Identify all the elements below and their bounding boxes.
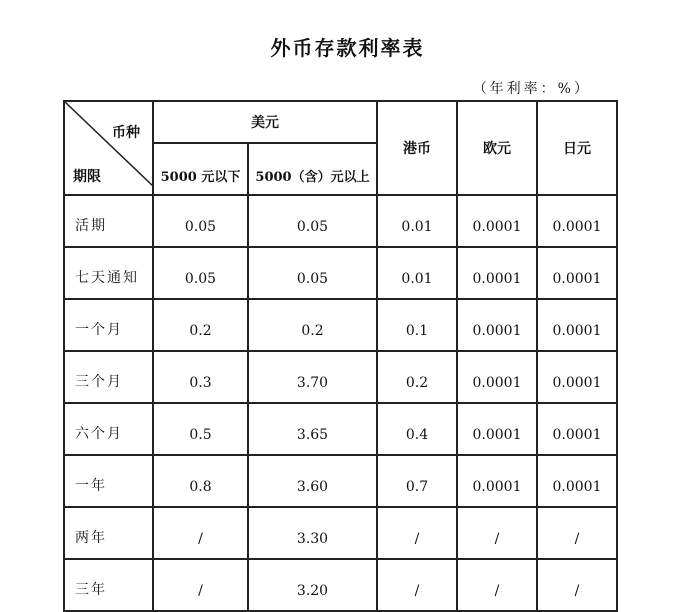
hkd-cell: 0.4 bbox=[377, 403, 457, 455]
eur-cell: 0.0001 bbox=[457, 403, 537, 455]
corner-label-currency: 币种 bbox=[112, 125, 140, 141]
term-cell: 两年 bbox=[64, 507, 153, 559]
eur-cell: / bbox=[457, 507, 537, 559]
eur-cell: 0.0001 bbox=[457, 351, 537, 403]
term-cell: 七天通知 bbox=[64, 247, 153, 299]
usd-lt5000-cell: 0.5 bbox=[153, 403, 248, 455]
usd-ge5000-cell: 0.05 bbox=[248, 247, 377, 299]
table-row bbox=[64, 195, 617, 247]
hkd-cell: 0.1 bbox=[377, 299, 457, 351]
table-row bbox=[64, 507, 617, 559]
term-cell: 三年 bbox=[64, 559, 153, 611]
jpy-cell: / bbox=[537, 559, 617, 611]
usd-lt5000-cell: / bbox=[153, 559, 248, 611]
usd-ge5000-cell: 3.20 bbox=[248, 559, 377, 611]
usd-ge5000-cell: 0.2 bbox=[248, 299, 377, 351]
corner-label-term: 期限 bbox=[73, 169, 101, 185]
eur-cell: 0.0001 bbox=[457, 195, 537, 247]
hkd-cell: / bbox=[377, 559, 457, 611]
term-cell: 活期 bbox=[64, 195, 153, 247]
usd-lt5000-cell: 0.05 bbox=[153, 247, 248, 299]
usd-lt5000-cell: 0.05 bbox=[153, 195, 248, 247]
usd-ge5000-cell: 0.05 bbox=[248, 195, 377, 247]
table-row bbox=[64, 299, 617, 351]
usd-ge5000-cell: 3.65 bbox=[248, 403, 377, 455]
header-corner-cell bbox=[64, 101, 153, 195]
table-row bbox=[64, 559, 617, 611]
eur-cell: 0.0001 bbox=[457, 247, 537, 299]
eur-cell: 0.0001 bbox=[457, 299, 537, 351]
jpy-cell: 0.0001 bbox=[537, 247, 617, 299]
rate-table bbox=[63, 100, 618, 612]
jpy-cell: 0.0001 bbox=[537, 195, 617, 247]
header-eur: 欧元 bbox=[457, 101, 537, 195]
jpy-cell: 0.0001 bbox=[537, 299, 617, 351]
usd-ge5000-cell: 3.70 bbox=[248, 351, 377, 403]
table-row bbox=[64, 351, 617, 403]
page-title: 外币存款利率表 bbox=[270, 36, 425, 60]
header-usd: 美元 bbox=[153, 101, 377, 143]
header-usd-below-5000: 5000 元以下 bbox=[153, 143, 248, 195]
jpy-cell: 0.0001 bbox=[537, 455, 617, 507]
table-row bbox=[64, 247, 617, 299]
term-cell: 三个月 bbox=[64, 351, 153, 403]
usd-lt5000-cell: 0.2 bbox=[153, 299, 248, 351]
jpy-cell: 0.0001 bbox=[537, 403, 617, 455]
header-usd-5000-and-above: 5000（含）元以上 bbox=[248, 143, 377, 195]
unit-note: （年利率：%） bbox=[472, 81, 591, 97]
eur-cell: / bbox=[457, 559, 537, 611]
term-cell: 一个月 bbox=[64, 299, 153, 351]
jpy-cell: / bbox=[537, 507, 617, 559]
jpy-cell: 0.0001 bbox=[537, 351, 617, 403]
term-cell: 六个月 bbox=[64, 403, 153, 455]
eur-cell: 0.0001 bbox=[457, 455, 537, 507]
table-row bbox=[64, 455, 617, 507]
hkd-cell: 0.01 bbox=[377, 247, 457, 299]
usd-ge5000-cell: 3.30 bbox=[248, 507, 377, 559]
usd-lt5000-cell: 0.8 bbox=[153, 455, 248, 507]
hkd-cell: / bbox=[377, 507, 457, 559]
usd-ge5000-cell: 3.60 bbox=[248, 455, 377, 507]
table-row bbox=[64, 403, 617, 455]
header-jpy: 日元 bbox=[537, 101, 617, 195]
hkd-cell: 0.2 bbox=[377, 351, 457, 403]
usd-lt5000-cell: 0.3 bbox=[153, 351, 248, 403]
term-cell: 一年 bbox=[64, 455, 153, 507]
header-hkd: 港币 bbox=[377, 101, 457, 195]
usd-lt5000-cell: / bbox=[153, 507, 248, 559]
hkd-cell: 0.7 bbox=[377, 455, 457, 507]
hkd-cell: 0.01 bbox=[377, 195, 457, 247]
